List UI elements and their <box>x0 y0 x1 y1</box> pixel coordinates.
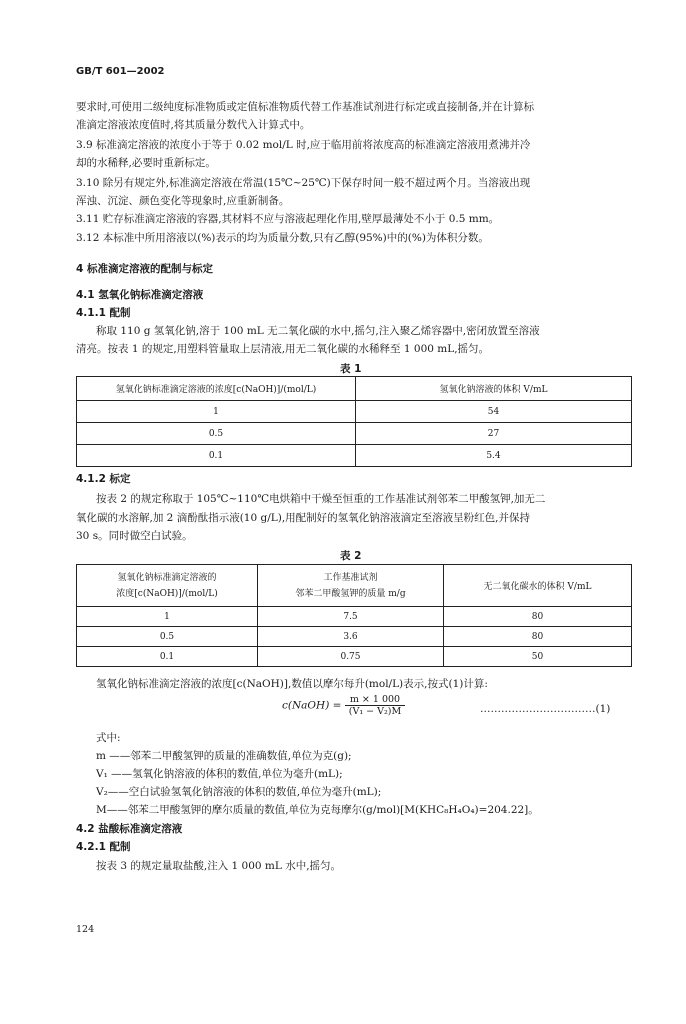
equation-1 <box>282 694 405 717</box>
table-cell: 27 <box>356 423 632 445</box>
clause-3-12: 3.12 本标准中所用溶液以(%)表示的均为质量分数,只有乙醇(95%)中的(%)为体积分数。 <box>76 232 489 244</box>
table-row <box>77 647 632 667</box>
definition-v2: V₂——空白试验氢氧化钠溶液的体积的数值,单位为毫升(mL); <box>96 786 382 798</box>
paragraph-line: 却的水稀释,必要时重新标定。 <box>76 157 216 169</box>
paragraph-line: 要求时,可使用二级纯度标准物质或定值标准物质代替工作基准试剂进行标定或直接制备,并在计算标 <box>76 101 535 113</box>
page-number: 124 <box>76 924 95 935</box>
equation-denominator: (V₁ − V₂)M <box>348 706 402 717</box>
table-cell: 54 <box>356 401 632 423</box>
section-4-2-1-heading: 4.2.1 配制 <box>76 841 131 853</box>
paragraph-line: 浑浊、沉淀、颜色变化等现象时,应重新制备。 <box>76 195 290 207</box>
table-header: 氢氧化钠溶液的体积 V/mL <box>356 377 632 401</box>
clause-3-9: 3.9 标准滴定溶液的浓度小于等于 0.02 mol/L 时,应于临用前将浓度高的标准滴定溶液用煮沸并冷 <box>76 139 531 151</box>
table-cell: 1 <box>77 607 258 627</box>
paragraph-line: 氢氧化钠标准滴定溶液的浓度[c(NaOH)],数值以摩尔每升(mol/L)表示,按式(1)计算: <box>96 678 488 690</box>
table-row <box>77 607 632 627</box>
clause-3-11: 3.11 贮存标准滴定溶液的容器,其材料不应与溶液起理化作用,壁厚最薄处不小于 0.5 mm。 <box>76 213 500 225</box>
definition-m: m ——邻苯二甲酸氢钾的质量的准确数值,单位为克(g); <box>96 750 352 762</box>
where-label: 式中: <box>96 732 121 744</box>
table-cell: 0.75 <box>258 647 444 667</box>
equation-lhs: c(NaOH) = <box>282 699 342 712</box>
section-4-1-1-heading: 4.1.1 配制 <box>76 307 131 319</box>
clause-3-10: 3.10 除另有规定外,标准滴定溶液在常温(15℃~25℃)下保存时间一般不超过两个月。当溶液出现 <box>76 177 531 189</box>
table-header-line: 邻苯二甲酸氢钾的质量 m/g <box>295 588 406 599</box>
equation-fraction <box>345 694 405 717</box>
table-2 <box>76 564 632 667</box>
table-header <box>77 565 258 607</box>
table-cell: 50 <box>444 647 632 667</box>
table-row <box>77 627 632 647</box>
table-header-line: 工作基准试剂 <box>323 572 378 583</box>
section-4-1-2-heading: 4.1.2 标定 <box>76 473 131 485</box>
table-cell: 0.5 <box>77 423 356 445</box>
table-cell: 7.5 <box>258 607 444 627</box>
section-4-heading: 4 标准滴定溶液的配制与标定 <box>76 263 213 275</box>
paragraph-line: 氧化碳的水溶解,加 2 滴酚酞指示液(10 g/L),用配制好的氢氧化钠溶液滴定至溶液呈粉红色,并保持 <box>76 512 530 524</box>
table-cell: 0.1 <box>77 647 258 667</box>
paragraph-line: 30 s。同时做空白试验。 <box>76 530 193 542</box>
section-4-2-heading: 4.2 盐酸标准滴定溶液 <box>76 823 183 835</box>
definition-v1: V₁ ——氢氧化钠溶液的体积的数值,单位为毫升(mL); <box>96 768 343 780</box>
table-cell: 5.4 <box>356 445 632 467</box>
table-cell: 3.6 <box>258 627 444 647</box>
definition-M: M——邻苯二甲酸氢钾的摩尔质量的数值,单位为克每摩尔(g/mol)[M(KHC₈H₄O₄)=204.22]。 <box>96 804 539 816</box>
paragraph-line: 清亮。按表 1 的规定,用塑料管量取上层清液,用无二氧化碳的水稀释至 1 000 mL,摇匀。 <box>76 343 490 355</box>
paragraph-line: 按表 3 的规定量取盐酸,注入 1 000 mL 水中,摇匀。 <box>96 860 342 872</box>
table-1-caption: 表 1 <box>340 363 362 375</box>
equation-numerator: m × 1 000 <box>345 694 405 706</box>
table-cell: 0.1 <box>77 445 356 467</box>
paragraph-line: 称取 110 g 氢氧化钠,溶于 100 mL 无二氧化碳的水中,摇匀,注入聚乙烯容器中,密闭放置至溶液 <box>96 325 540 337</box>
table-header <box>258 565 444 607</box>
table-header: 氢氧化钠标准滴定溶液的浓度[c(NaOH)]/(mol/L) <box>77 377 356 401</box>
table-2-caption: 表 2 <box>340 550 362 562</box>
equation-number: ……………………………(1) <box>480 703 611 715</box>
table-header-line: 氢氧化钠标准滴定溶液的 <box>117 572 217 583</box>
section-4-1-heading: 4.1 氢氧化钠标准滴定溶液 <box>76 289 204 301</box>
table-cell: 80 <box>444 627 632 647</box>
table-cell: 80 <box>444 607 632 627</box>
paragraph-line: 准滴定溶液浓度值时,将其质量分数代入计算式中。 <box>76 119 311 131</box>
table-row <box>77 401 632 423</box>
table-header: 无二氧化碳水的体积 V/mL <box>444 565 632 607</box>
paragraph-line: 按表 2 的规定称取于 105℃~110℃电烘箱中干燥至恒重的工作基准试剂邻苯二甲酸氢钾,加无二 <box>96 493 546 505</box>
table-cell: 1 <box>77 401 356 423</box>
table-row <box>77 423 632 445</box>
table-header-line: 浓度[c(NaOH)]/(mol/L) <box>116 588 218 599</box>
table-1 <box>76 376 632 467</box>
table-row <box>77 445 632 467</box>
table-cell: 0.5 <box>77 627 258 647</box>
standard-number: GB/T 601—2002 <box>76 66 165 77</box>
